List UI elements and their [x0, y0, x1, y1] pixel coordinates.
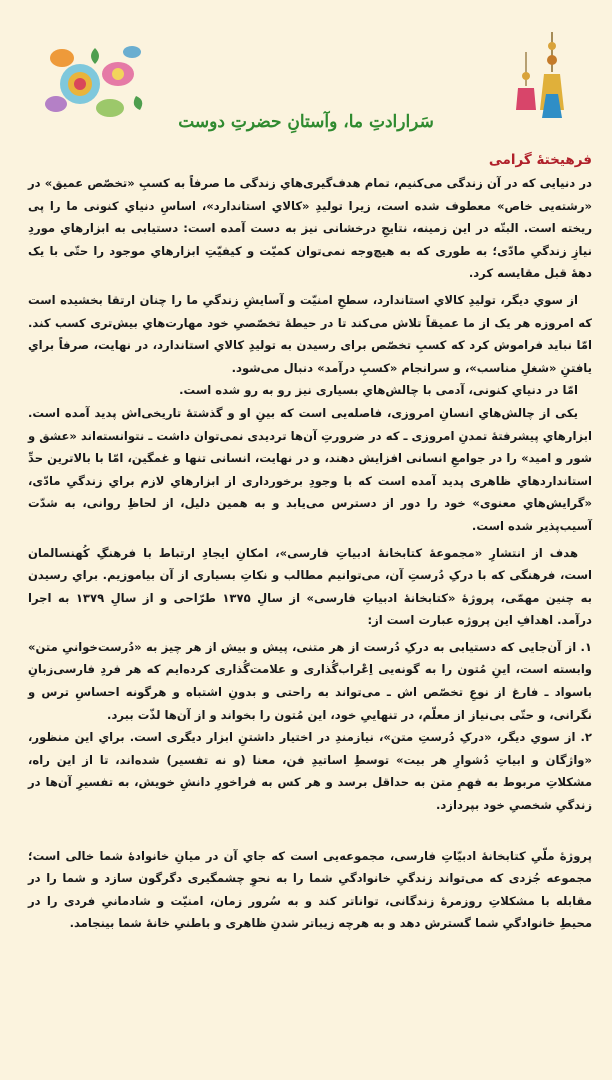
hanging-tassel-ornament-icon [508, 32, 570, 122]
paragraph: امّا در دنیایِ کنونی، آدمی با چالش‌هایِ بسیاری نیز رو به رو شده است. [179, 383, 578, 398]
paragraph: یکی از چالش‌هایِ انسانِ امروزی، فاصله‌یی است که بینِ او و گذشتهٔ تاریخی‌اش پدید آمده است. ابزارهایِ پیشرفتهٔ تمدنِ امروزی ـ که در ضرورتِ آن‌ها تردیدی نمی‌توان داشت ـ نتوانسته‌اند «عشق و شور و امید» را در جوامعِ انسانی افزایش دهند، و در نهایت، انسانی تنها و غمگین، امّا با بالاترین حدِّ استانداردهایِ ظاهری پدید آمده است که با وجودِ برخورداری از ابزارهایِ لازم برایِ زندگیِ مادّی، «گرایش‌هایِ معنوی» خود را دور از دسترس می‌یابد و به همین دلیل، از لحاظِ روانی، به شدّت آسیب‌پذیر شده است. [28, 405, 592, 533]
list-item: ۱. از آن‌جایی که دستیابی به درکِ دُرست از هر متنی، پیش و بیش از هر چیز به «دُرست‌خوانیِ متن» وابسته است، اینِ مُتون را به گونه‌یی اِعْراب‌گُذاری و علامت‌گُذاری کرده‌ایم که هر فردِ فارسی‌زبانِ باسواد ـ فارغ از نوعِ تخصّص اش ـ می‌تواند به راحتی و بدونِ اشتباه و هرگونه احساسِ ترس و نگرانی، و حتّی بی‌نیاز از معلّم، در تنهاییِ خود، این مُتون را بخواند و از آن‌ها لذّت ببرد. [28, 639, 592, 722]
paragraph: هدف از انتشارِ «مجموعهٔ کتابخانهٔ ادبیاتِ فارسی»، امکانِ ایجادِ ارتباط با فرهنگِ کُهنسالمان است، فرهنگی که با درکِ دُرستِ آن، می‌توانیم مطالب و نکاتِ بسیاری از آن بیاموزیم. برایِ رسیدن به چنین مهمّی، پروژهٔ «کتابخانهٔ ادبیاتِ فارسی» از سالِ ۱۳۷۵ طرّاحی و از سالِ ۱۳۷۹ به اجرا درآمد. اهدافِ این پروژه عبارت است از: [28, 545, 592, 628]
paragraph: پروژهٔ ملّیِ کتابخانهٔ ادبیّاتِ فارسی، مجموعه‌یی است که جایِ آن در میانِ خانوادهٔ شما خالی است؛ مجموعه جُزدی که می‌تواند زندگیِ خانوادگیِ شما را به نحوِ چشمگیری دگرگون سازد و شما را در مقابله با مشکلاتِ روزمرهٔ زندگانی، توانا‌تر کند و به سُرور زمان، امنیّت و شادمانیِ فردی را در محیطِ خانوادگیِ شما گسترش دهد و به هرچه زیباتر شدنِ ظاهری و باطنیِ خانهٔ شما بینجامد. [28, 848, 592, 931]
page-title: سَرارادتِ ما، وآستانِ حضرتِ دوست [178, 112, 434, 132]
salutation: فرهیختهٔ گرامی [488, 152, 592, 168]
list-item: ۲. از سویِ دیگر، «درکِ دُرستِ متن»، نیازمندِ در اختیار داشتنِ ابزار دیگری است. برایِ این منظور، «واژگان و ابیاتِ دُشوارِ هر بیت» توسطِ اساتیدِ فن، معنا (و نه تفسیر) شده‌اند، تا از این راه، مشکلاتِ مربوط به فهمِ متن به حداقل برسد و هر کس به فراخورِ دانشِ خویش، به تفسیرِ آن‌ها در زندگیِ شخصیِ خود بپردازد. [28, 730, 592, 813]
paragraph: در دنیایی که در آن زندگی می‌کنیم، تمام هدف‌گیری‌هایِ زندگی ما صرفاً به کسبِ «تخصّص عمیق» در «رشته‌یی خاص» معطوف شده است، زیرا تولیدِ «کالایِ استاندارد»، اساسِ دنیایِ کنونی ما را پی ریخته است. البتّه در این زمینه، نتایجِ درخشانی نیز به دست آمده است: دستیابی به ابزارهایِ موردِ نیازِ زندگیِ مادّی؛ به طوری که به هیچ‌وجه نمی‌توان کمیّت و کیفیّتِ ابزارهایِ موجود را حتّی با یک دههٔ قبل مقایسه کرد. [28, 176, 592, 281]
paragraph: از سویِ دیگر، تولیدِ کالایِ استاندارد، سطحِ امنیّت و آسایشِ زندگیِ ما را چنان ارتقا بخشیده است که امروزه هر یک از ما عمیقاً تلاش می‌کند تا در حیطهٔ تخصّصیِ خود مهارت‌هایِ بیش‌تری کسب کند. امّا نباید فراموش کرد که کسبِ تخصّص برای رسیدن به تولیدِ کالایِ استاندارد، در نهایت، صرفاً برایِ یافتنِ «شغلِ مناسب»، و سرانجام «کسبِ درآمد» دنبال می‌شود. [28, 292, 592, 375]
letter-body [28, 148, 592, 935]
